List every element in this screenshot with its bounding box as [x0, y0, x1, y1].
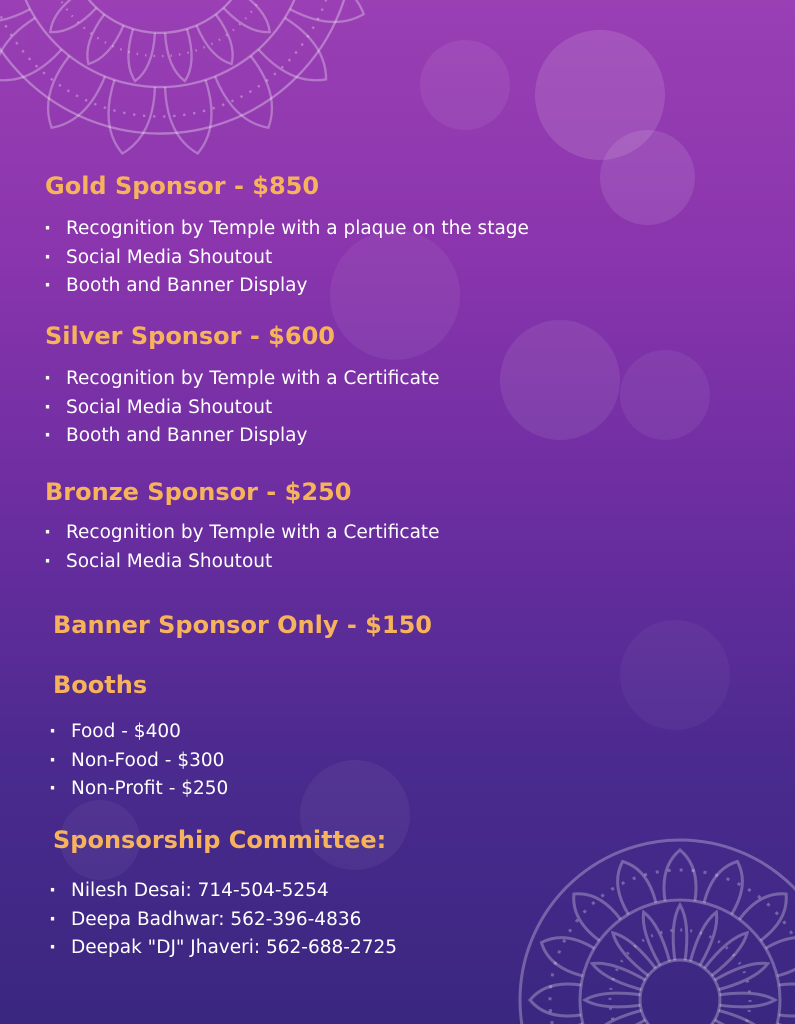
- list-item: · Deepak "DJ" Jhaveri: 562-688-2725: [49, 934, 397, 963]
- gold-sponsor-heading: Gold Sponsor - $850: [45, 172, 320, 200]
- booths-heading: Booths: [53, 671, 148, 699]
- booths-list: [49, 718, 228, 804]
- list-item: · Social Media Shoutout: [44, 548, 440, 577]
- list-item: · Non-Food - $300: [49, 747, 228, 776]
- committee-heading: Sponsorship Committee:: [53, 826, 387, 854]
- list-item: · Deepa Badhwar: 562-396-4836: [49, 906, 397, 935]
- list-item: · Booth and Banner Display: [44, 272, 529, 301]
- list-item: · Recognition by Temple with a Certificate: [44, 365, 440, 394]
- list-item: · Nilesh Desai: 714-504-5254: [49, 877, 397, 906]
- list-item: · Food - $400: [49, 718, 228, 747]
- silver-sponsor-benefits: [44, 365, 440, 451]
- list-item: · Social Media Shoutout: [44, 244, 529, 273]
- list-item: · Booth and Banner Display: [44, 422, 440, 451]
- gold-sponsor-benefits: [44, 215, 529, 301]
- list-item: · Social Media Shoutout: [44, 394, 440, 423]
- bronze-sponsor-benefits: [44, 519, 440, 576]
- bronze-sponsor-heading: Bronze Sponsor - $250: [45, 478, 352, 506]
- list-item: · Recognition by Temple with a plaque on the stage: [44, 215, 529, 244]
- list-item: · Non-Profit - $250: [49, 775, 228, 804]
- banner-sponsor-heading: Banner Sponsor Only - $150: [53, 611, 432, 639]
- committee-contacts: [49, 877, 397, 963]
- silver-sponsor-heading: Silver Sponsor - $600: [45, 322, 335, 350]
- list-item: · Recognition by Temple with a Certificate: [44, 519, 440, 548]
